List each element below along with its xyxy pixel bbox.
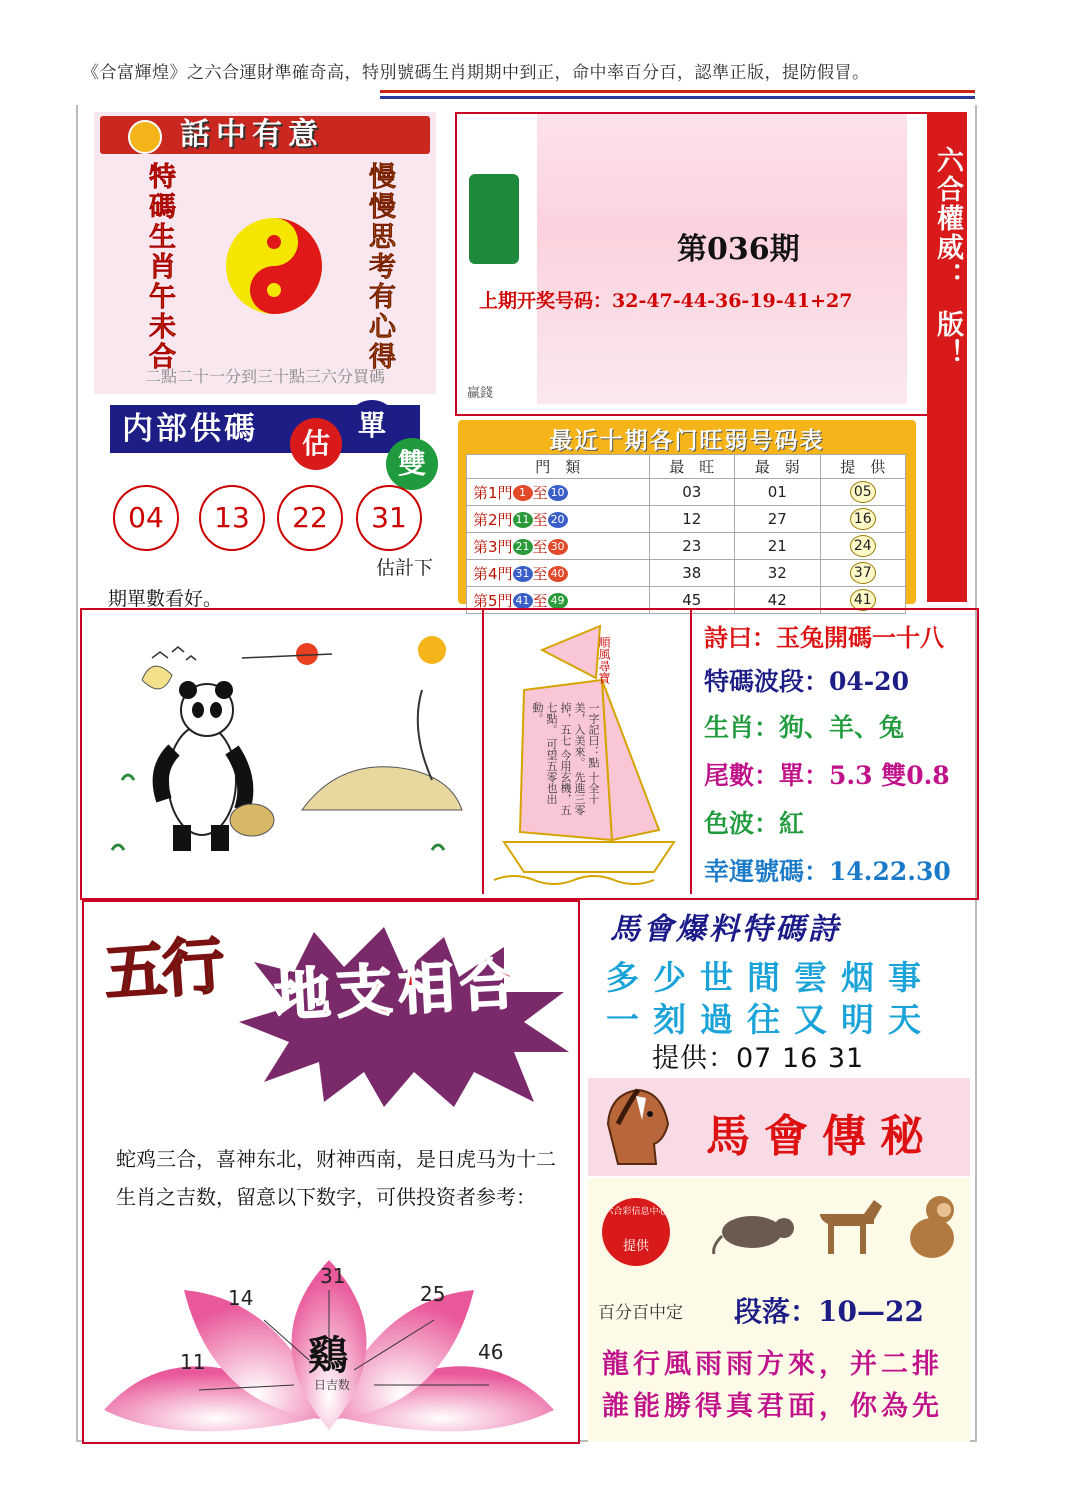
lotus-number: 11 (180, 1350, 206, 1374)
last-draw-numbers: 32-47-44-36-19-41+27 (612, 290, 853, 312)
sure-label: 百分百中定 (598, 1303, 683, 1323)
table-header: 最 旺 (649, 455, 734, 479)
max-value: 03 (649, 479, 734, 506)
poem-zodiac (704, 708, 904, 744)
code-number: 31 (356, 485, 422, 551)
range-start-ball: 31 (513, 566, 533, 582)
issue-number: 第036期 (677, 232, 800, 267)
verse-line: 誰能勝得真君面，你為先 (602, 1391, 943, 1422)
poem-line: 詩曰：玉兔開碼一十八 (704, 623, 944, 652)
range-to: 至 (532, 483, 548, 502)
hint-left-verse: 特碼生肖午未合 (144, 162, 175, 372)
table-row (467, 506, 906, 533)
animals-panel (588, 1178, 970, 1442)
hint-footer: 二點二十一分到三十點三六分買碼 (144, 367, 385, 386)
min-value: 27 (735, 506, 820, 533)
five-elements-panel (82, 900, 580, 1444)
boat-sail-text (530, 702, 600, 822)
range-end-ball: 20 (548, 512, 568, 528)
segment (734, 1290, 924, 1330)
poem-lucky (704, 852, 951, 888)
range-to: 至 (532, 537, 548, 556)
rat-icon (712, 1206, 800, 1256)
estimate-note: 估計下 (376, 557, 434, 579)
coin-logo-icon (128, 120, 162, 154)
provided-ball: 16 (850, 508, 876, 530)
poem-tail (704, 756, 950, 792)
gate-table-title: 最近十期各门旺弱号码表 (549, 427, 825, 454)
lucky-label: 幸運號碼： (704, 857, 830, 886)
lotus-number: 25 (420, 1282, 446, 1306)
sail-line: 先進三零掉，五七 (559, 702, 586, 816)
issue-footer: 贏錢 (467, 386, 494, 401)
gate-label: 第3門 (473, 537, 513, 556)
lotus-number: 14 (228, 1286, 254, 1310)
page-border (76, 105, 78, 1441)
color-label: 色波： (704, 809, 780, 838)
poem-band (704, 662, 909, 698)
hint-right-verse: 慢慢思考有心得 (364, 162, 395, 372)
five-elements-text: 蛇鸡三合，喜神东北，财神西南，是日虎马为十二生肖之吉数，留意以下数字，可供投资者参考： (116, 1147, 556, 1209)
boat-flag: 順風尋寶 (597, 636, 611, 684)
estimate-note-cont: 期單數看好。 (108, 588, 223, 610)
special-provide: 提供：07 16 31 (652, 1043, 865, 1074)
range-to: 至 (532, 510, 548, 529)
side-banner-line1: 六合權威： (932, 146, 963, 291)
top-banner: 《合富輝煌》之六合運財準確奇高，特別號碼生肖期期中到正，命中率百分百，認準正版，提防假冒。 (82, 63, 870, 83)
color-value: 紅 (779, 809, 805, 838)
table-row (467, 533, 906, 560)
range-start-ball: 11 (513, 512, 533, 528)
boat-illustration (482, 610, 690, 894)
hint-title-bar (100, 116, 430, 154)
logo-mark (469, 174, 519, 264)
monkey-icon (900, 1192, 966, 1262)
provided-ball: 37 (850, 562, 876, 584)
last-draw (479, 286, 852, 313)
lotus-number: 31 (320, 1264, 346, 1288)
max-value: 12 (649, 506, 734, 533)
max-value: 23 (649, 533, 734, 560)
tail-label: 尾數： (704, 761, 780, 790)
secret-panel (588, 1078, 970, 1176)
horse-head-icon (598, 1084, 674, 1170)
even-badge: 雙 (386, 438, 438, 490)
sail-line: 十全十美，入美來。 (573, 702, 600, 805)
odd-badge: 單 (346, 400, 398, 452)
seal-text: 六合彩信息中心 (604, 1207, 668, 1217)
range-to: 至 (532, 564, 548, 583)
min-value: 01 (735, 479, 820, 506)
hint-title: 話中有意 (180, 117, 324, 152)
range-end-ball: 40 (548, 566, 568, 582)
info-seal (602, 1198, 670, 1266)
zodiac-label: 生肖： (704, 713, 780, 742)
poem-color (704, 804, 804, 840)
gate-table-panel (458, 420, 916, 610)
provided-ball: 05 (850, 481, 876, 503)
gate-label: 第1門 (473, 483, 513, 502)
lotus-center-char: 鷄 (308, 1332, 348, 1379)
five-elements-title: 五行 (101, 929, 223, 1010)
lotus-number: 46 (478, 1340, 504, 1364)
poem-panel (690, 610, 972, 894)
sail-line: 可望五零也出動。 (531, 702, 558, 805)
provided-ball: 41 (850, 589, 876, 611)
sail-line: 一字記曰：點 (587, 702, 600, 768)
band-label: 特碼波段： (704, 667, 830, 696)
gate-label: 第5門 (473, 591, 513, 610)
tail-value: 單：5.3 雙0.8 (779, 761, 950, 790)
verse-line: 龍行風雨雨方來，并二排 (602, 1349, 943, 1380)
horse-icon (810, 1194, 886, 1258)
max-value: 45 (649, 587, 734, 614)
max-value: 38 (649, 560, 734, 587)
special-poem-line: 多少世間雲烟事 (606, 958, 935, 997)
table-header: 提 供 (820, 455, 906, 479)
code-number: 13 (199, 485, 265, 551)
table-header: 門 類 (467, 455, 650, 479)
issue-panel (455, 112, 929, 416)
code-number: 22 (277, 485, 343, 551)
range-start-ball: 21 (513, 539, 533, 555)
gate-table (466, 454, 906, 614)
provided-ball: 24 (850, 535, 876, 557)
table-row (467, 479, 906, 506)
yin-yang-icon (224, 216, 324, 316)
segment-label: 段落： (734, 1295, 819, 1328)
divider (380, 96, 975, 99)
min-value: 32 (735, 560, 820, 587)
estimate-badge: 估 (290, 418, 342, 470)
range-end-ball: 10 (548, 485, 568, 501)
gate-label: 第2門 (473, 510, 513, 529)
earthly-branches-title: 地支相合 (272, 950, 524, 1030)
hint-panel (94, 112, 436, 394)
segment-value: 10—22 (818, 1295, 924, 1328)
range-end-ball: 30 (548, 539, 568, 555)
lucky-value: 14.22.30 (829, 857, 951, 886)
internal-code-title: 内部供碼 (122, 411, 258, 447)
panda-illustration (82, 610, 480, 894)
table-header: 最 弱 (735, 455, 820, 479)
code-number: 04 (113, 485, 179, 551)
side-banner-line2: 《合富輝煌》强勢出版！ (932, 310, 1003, 571)
range-start-ball: 41 (513, 593, 533, 609)
panda-icon (82, 610, 480, 894)
zodiac-value: 狗、羊、兔 (779, 713, 905, 742)
secret-title: 馬會傳秘 (706, 1111, 938, 1162)
divider (380, 90, 975, 93)
lotus-center-sub: 日吉数 (314, 1378, 351, 1392)
special-poem-title: 馬會爆料特碼詩 (610, 912, 841, 947)
sail-line: 今用玄機，五七點。 (545, 702, 572, 816)
table-row (467, 560, 906, 587)
range-start-ball: 1 (513, 485, 533, 501)
range-to: 至 (532, 591, 548, 610)
side-banner (927, 112, 1003, 602)
seal-provide: 提供 (622, 1239, 649, 1254)
min-value: 42 (735, 587, 820, 614)
band-value: 04-20 (829, 667, 909, 696)
min-value: 21 (735, 533, 820, 560)
range-end-ball: 49 (548, 593, 568, 609)
last-draw-label: 上期开奖号码： (479, 290, 613, 312)
gate-label: 第4門 (473, 564, 513, 583)
special-poem-line: 一刻過往又明天 (606, 1000, 935, 1039)
